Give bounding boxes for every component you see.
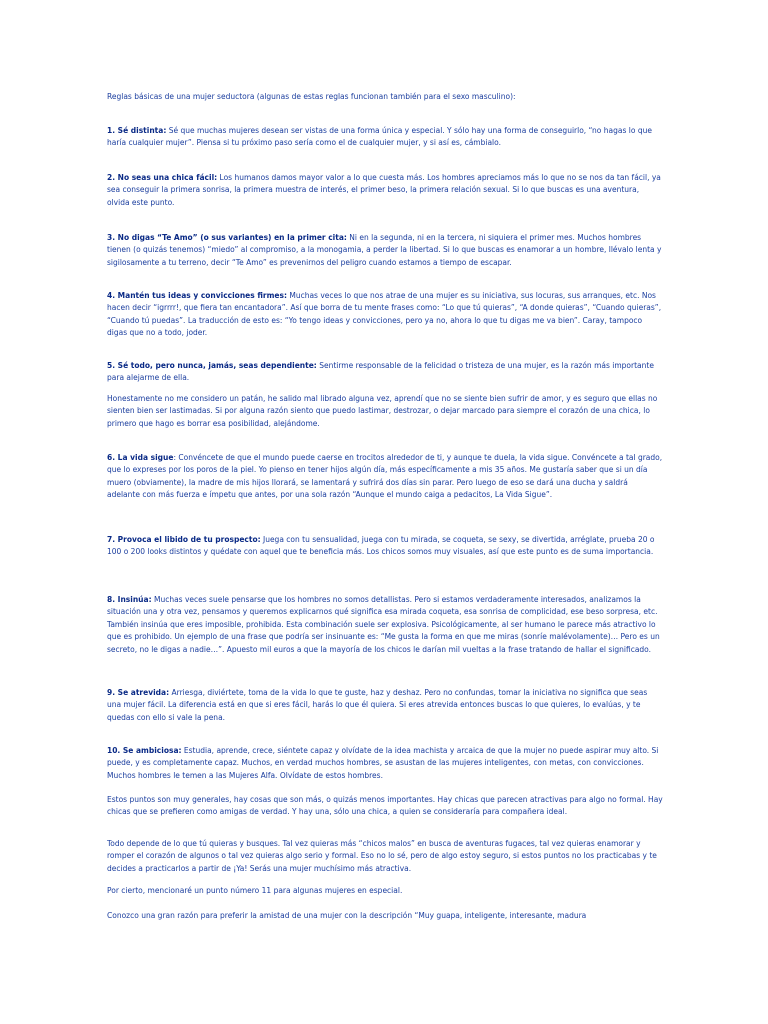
rule-title: 1. Sé distinta: bbox=[107, 126, 167, 135]
rule-3 bbox=[107, 232, 663, 269]
rule-title: 3. No digas “Te Amo” (o sus variantes) en la primer cita: bbox=[107, 233, 347, 242]
rule-text: Arriesga, diviértete, toma de la vida lo que te guste, haz y deshaz. Pero no confundas, tomar la iniciativa no significa que seas una mujer fácil. La diferencia está en que si eres fácil, harás lo que él quiera. Si eres atrevida entonces buscas lo que quieres, lo evalúas, y te quedas con ello si vale la pena. bbox=[107, 688, 648, 722]
rule-8 bbox=[107, 594, 663, 656]
rule-title: 10. Se ambiciosa: bbox=[107, 746, 182, 755]
closing-paragraph: Todo depende de lo que tú quieras y busques. Tal vez quieras más “chicos malos” en busca de aventuras fugaces, tal vez quieras enamorar y romper el corazón de algunos o tal vez quieras algo serio y formal. Eso no lo sé, pero de algo estoy seguro, si estos puntos no los practicabas y te decides a practicarlos a partir de ¡Ya! Serás una mujer muchísimo más atractiva. bbox=[107, 839, 657, 873]
rule-7 bbox=[107, 534, 663, 559]
rule-title: 8. Insinúa: bbox=[107, 595, 152, 604]
rule-1 bbox=[107, 125, 663, 150]
rule-2 bbox=[107, 172, 663, 209]
rule-5 bbox=[107, 360, 663, 385]
rule-10 bbox=[107, 745, 663, 782]
rule-6 bbox=[107, 452, 663, 502]
rule-title: 6. La vida sigue bbox=[107, 453, 174, 462]
rule-title: 5. Sé todo, pero nunca, jamás, seas dependiente: bbox=[107, 361, 317, 370]
rule-title: 7. Provoca el libido de tu prospecto: bbox=[107, 535, 261, 544]
rule-text: Honestamente no me considero un patán, he salido mal librado alguna vez, aprendí que no se siente bien sufrir de amor, y es seguro que ellas no sienten bien ser lastimadas. Si por alguna razón siento que puedo lastimar, destrozar, o dejar marcado para siempre el corazón de una chica, lo primero que hago es borrar esa posibilidad, alejándome. bbox=[107, 394, 658, 428]
intro-paragraph: Reglas básicas de una mujer seductora (algunas de estas reglas funcionan también para el sexo masculino): bbox=[107, 92, 516, 101]
rule-text: Estudia, aprende, crece, siéntete capaz y olvídate de la idea machista y arcaica de que la mujer no puede aspirar muy alto. Si puede, y es completamente capaz. Muchos, en verdad muchos hombres, se asustan de las mujeres inteligentes, con metas, con convicciones. Muchos hombres le temen a las Mujeres Alfa. Olvídate de estos hombres. bbox=[107, 746, 659, 780]
rule-4 bbox=[107, 290, 663, 340]
rule-text: : Convéncete de que el mundo puede caerse en trocitos alrededor de ti, y aunque te duela, la vida sigue. Convéncete a tal grado, que lo expreses por los poros de la piel. Yo pienso en tener hijos algún día, más específicamente a mis 35 años. Me gustaría saber que si un día muero (obviamente), la madre de mis hijos llorará, se lamentará y sufrirá dos días sin parar. Pero luego de eso se dará una ducha y saldrá adelante con más fuerza e ímpetu que antes, por una sola razón “Aunque el mundo caiga a pedacitos, La Vida Sigue”. bbox=[107, 453, 663, 500]
closing-paragraph: Conozco una gran razón para preferir la amistad de una mujer con la descripción “Muy guapa, inteligente, interesante, madura bbox=[107, 911, 587, 920]
rule-title: 9. Se atrevida: bbox=[107, 688, 170, 697]
rule-text: Sé que muchas mujeres desean ser vistas de una forma única y especial. Y sólo hay una forma de conseguirlo, “no hagas lo que haría cualquier mujer”. Piensa si tu próximo paso sería como el de cualquier mujer, y si así es, cámbialo. bbox=[107, 126, 652, 148]
rule-9 bbox=[107, 687, 663, 724]
closing-paragraph: Estos puntos son muy generales, hay cosas que son más, o quizás menos importantes. Hay chicas que parecen atractivas para algo no formal. Hay chicas que se prefieren como amigas de verdad. Y hay una, sólo una chica, a quien se consideraría para compañera ideal. bbox=[107, 795, 663, 817]
rule-title: 2. No seas una chica fácil: bbox=[107, 173, 218, 182]
rule-title: 4. Mantén tus ideas y convicciones firmes: bbox=[107, 291, 287, 300]
rule-text: Ni en la segunda, ni en la tercera, ni siquiera el primer mes. Muchos hombres tienen (o quizás tenemos) “miedo” al compromiso, a la monogamia, a perder la libertad. Si lo que buscas es enamorar a un hombre, llévalo lenta y sigilosamente a tu terreno, decir “Te Amo” es prevenirnos del peligro cuando estamos a tiempo de escapar. bbox=[107, 233, 662, 267]
rule-text: Muchas veces suele pensarse que los hombres no somos detallistas. Pero si estamos verdaderamente interesados, analizamos la situación una y otra vez, pensamos y queremos explicarnos qué significa esa mirada coqueta, esa sonrisa de complicidad, ese beso sorpresa, etc. También insinúa que eres imposible, prohibida. Esta combinación suele ser explosiva. Psicológicamente, al ser humano le parece más atractivo lo que es prohibido. Un ejemplo de una frase que podría ser insinuante es: “Me gusta la forma en que me miras (sonríe malévolamente)… Pero es un secreto, no le digas a nadie…”. Apuesto mil euros a que la mayoría de los chicos le darían mil vueltas a la frase tratando de hallar el significado. bbox=[107, 595, 660, 654]
rule-text: Los humanos damos mayor valor a lo que cuesta más. Los hombres apreciamos más lo que no se nos da tan fácil, ya sea conseguir la primera sonrisa, la primera muestra de interés, el primer beso, la primera relación sexual. Si lo que buscas es una aventura, olvida este punto. bbox=[107, 173, 661, 207]
rule-text: Juega con tu sensualidad, juega con tu mirada, se coqueta, se sexy, se divertida, arréglate, prueba 20 o 100 o 200 looks distintos y quédate con aquel que te beneficia más. Los chicos somos muy visuales, así que este punto es de suma importancia. bbox=[107, 535, 655, 557]
rule-text: Muchas veces lo que nos atrae de una mujer es su iniciativa, sus locuras, sus arranques, etc. Nos hacen decir “igrrrr!, que fiera tan encantadora”. Así que borra de tu mente frases como: “Lo que tú quieras”, “A donde quieras”, “Cuando quieras”, “Cuando tú puedas”. La traducción de esto es: “Yo tengo ideas y convicciones, pero ya no, ahora lo que tu digas me va bien”. Caray, tampoco digas que no a todo, joder. bbox=[107, 291, 662, 338]
closing-paragraph: Por cierto, mencionaré un punto número 11 para algunas mujeres en especial. bbox=[107, 886, 403, 895]
rule-5-continuation bbox=[107, 393, 663, 430]
rule-text: Sentirme responsable de la felicidad o tristeza de una mujer, es la razón más importante para alejarme de ella. bbox=[107, 361, 654, 383]
